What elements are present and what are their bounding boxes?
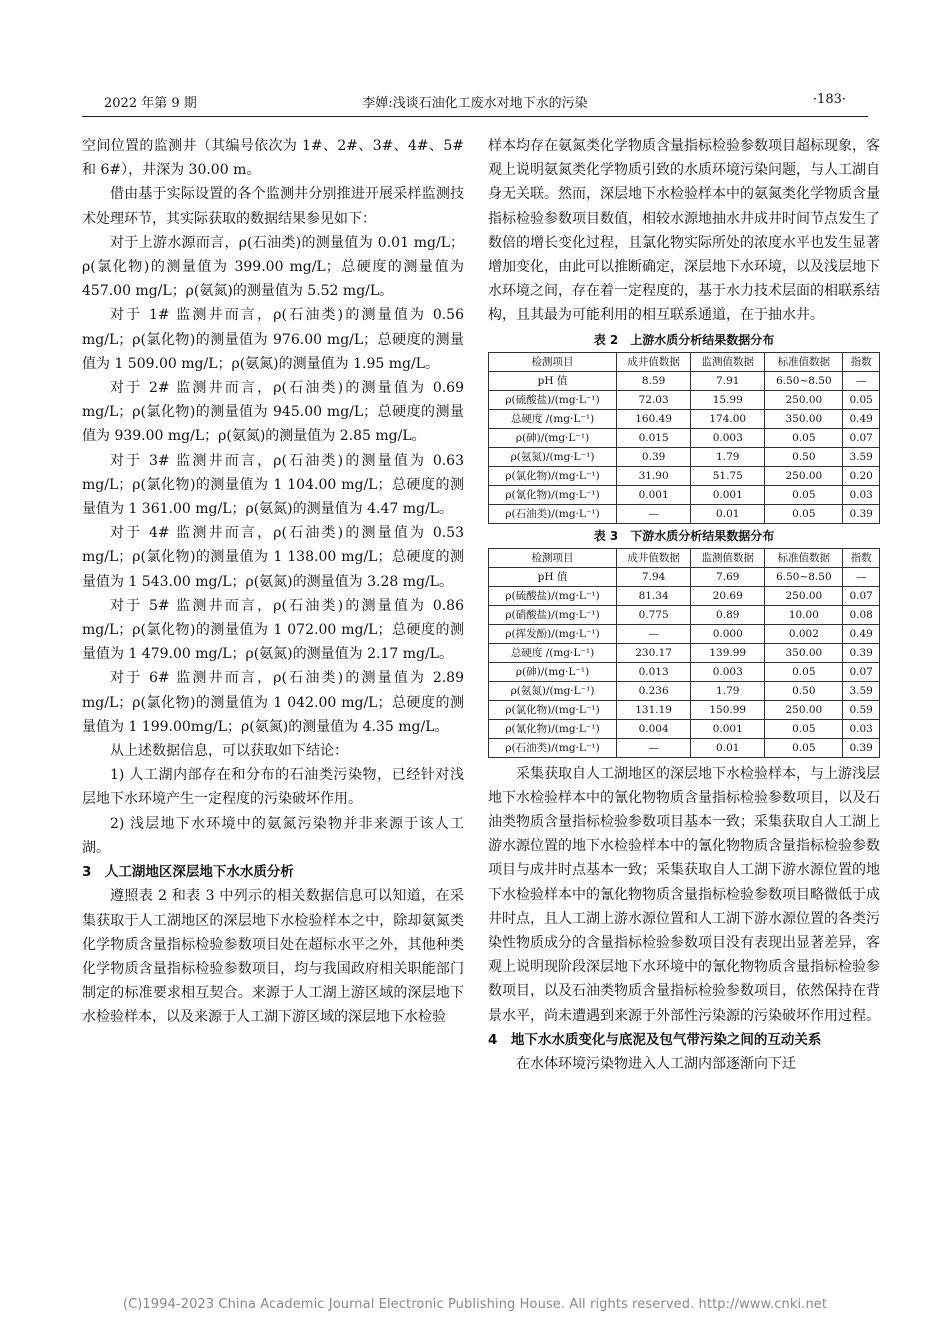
table-row (489, 447, 880, 466)
table-header-cell: 成井值数据 (617, 548, 691, 567)
table-cell: 250.00 (765, 390, 843, 409)
table-cell: 131.19 (617, 700, 691, 719)
table-cell: 0.236 (617, 681, 691, 700)
paragraph: 从上述数据信息，可以获取如下结论： (110, 743, 348, 760)
table-cell: 31.90 (617, 466, 691, 485)
table-cell: 0.05 (765, 504, 843, 523)
paragraph: 对于 2# 监测井而言，ρ(石油类)的测量值为 0.69 mg/L；ρ(氯化物)的测量值为 945.00 mg/L；总硬度的测量值为 939.00 mg/L；ρ(氨氮)的测量值为 2.85 mg/L。 (82, 380, 464, 445)
table-cell: 51.75 (691, 466, 765, 485)
table-cell: pH 值 (489, 567, 617, 586)
table-cell: ρ(石油类)/(mg·L⁻¹) (489, 504, 617, 523)
paragraph: 在水体环境污染物进入人工湖内部逐渐向下迁 (516, 1056, 796, 1073)
table-row (489, 681, 880, 700)
table-cell: 总硬度 /(mg·L⁻¹) (489, 643, 617, 662)
table-cell: ρ(砷)/(mg·L⁻¹) (489, 428, 617, 447)
table-row (489, 466, 880, 485)
table-cell: 0.08 (843, 605, 880, 624)
table-cell: 总硬度 /(mg·L⁻¹) (489, 409, 617, 428)
table-cell: — (617, 738, 691, 757)
table-row (489, 624, 880, 643)
table-cell: 0.001 (691, 485, 765, 504)
table-cell: 0.49 (843, 624, 880, 643)
table-row (489, 738, 880, 757)
table-cell: 0.013 (617, 662, 691, 681)
table-cell: 0.39 (843, 504, 880, 523)
article-running-title: 李婵:浅谈石油化工废水对地下水的污染 (362, 96, 588, 111)
header-rule (82, 116, 868, 117)
table-row (489, 719, 880, 738)
table-header-cell: 成井值数据 (617, 352, 691, 371)
table-cell: 0.05 (765, 738, 843, 757)
paragraph: 遵照表 2 和表 3 中列示的相关数据信息可以知道，在采集获取于人工湖地区的深层地下水检验样本之中，除却氨氮类化学物质含量指标检验参数项目处在超标水平之外，其他种类化学物质含量指标检验参数项目，均与我国政府相关职能部门制定的标准要求相互契合。来源于人工湖上游区域的深层地下水检验样本，以及来源于人工湖下游区域的深层地下水检验 (82, 888, 464, 1026)
table-cell: — (843, 371, 880, 390)
table-cell: 0.50 (765, 681, 843, 700)
paragraph: 对于 4# 监测井而言，ρ(石油类)的测量值为 0.53 mg/L；ρ(氯化物)的测量值为 1 138.00 mg/L；总硬度的测量值为 1 543.00 mg/L；ρ(氨氮)的测量值为 3.28 mg/L。 (82, 525, 464, 590)
table-row (489, 371, 880, 390)
table-header-cell: 检测项目 (489, 352, 617, 371)
table-row (489, 700, 880, 719)
table-cell: 0.20 (843, 466, 880, 485)
table-cell: 3.59 (843, 447, 880, 466)
table-row (489, 485, 880, 504)
table-cell: 0.07 (843, 586, 880, 605)
table-cell: 174.00 (691, 409, 765, 428)
table-cell: ρ(氯化物)/(mg·L⁻¹) (489, 700, 617, 719)
table-cell: 0.05 (765, 428, 843, 447)
table-header-cell: 指数 (843, 548, 880, 567)
table-caption: 表 2 上游水质分析结果数据分布 (593, 332, 775, 347)
table-cell: 0.003 (691, 428, 765, 447)
table-row (489, 390, 880, 409)
table-cell: 0.39 (843, 738, 880, 757)
table-cell: — (843, 567, 880, 586)
table-cell: 0.05 (843, 390, 880, 409)
table-header-cell: 监测值数据 (691, 352, 765, 371)
table-cell: 81.34 (617, 586, 691, 605)
table-cell: 3.59 (843, 681, 880, 700)
table-cell: 7.91 (691, 371, 765, 390)
table-header-cell: 指数 (843, 352, 880, 371)
paragraph: 采集获取自人工湖地区的深层地下水检验样本，与上游浅层地下水检验样本中的氰化物物质含量指标检验参数项目，以及石油类物质含量指标检验参数项目基本一致；采集获取自人工湖上游水源位置的地下水检验样本中的氰化物物质含量指标检验参数项目与成井时点基本一致；采集获取自人工湖下游水源位置的地下水检验样本中的氰化物物质含量指标检验参数项目略微低于成井时点，且人工湖上游水源位置和人工湖下游水源位置的各类污染性物质成分的含量指标检验参数项目没有表现出显著差异，客观上说明现阶段深层地下水环境中的氰化物物质含量指标检验参数项目，以及石油类物质含量指标检验参数项目，依然保持在背景水平，尚未遭遇到来源于外部性污染源的污染破坏作用过程。 (488, 765, 880, 1024)
table-row (489, 409, 880, 428)
table-cell: 0.07 (843, 662, 880, 681)
table-row (489, 662, 880, 681)
table-header-cell: 检测项目 (489, 548, 617, 567)
table-header-row (489, 352, 880, 371)
table-cell: ρ(氨氮)/(mg·L⁻¹) (489, 447, 617, 466)
table-cell: 0.39 (843, 643, 880, 662)
table-cell: ρ(挥发酚)/(mg·L⁻¹) (489, 624, 617, 643)
table-cell: 250.00 (765, 466, 843, 485)
table-cell: 250.00 (765, 586, 843, 605)
conclusion-item: 2) 浅层地下水环境中的氨氮污染物并非来源于该人工湖。 (82, 815, 464, 856)
table-cell: 0.03 (843, 719, 880, 738)
table-cell: ρ(氰化物)/(mg·L⁻¹) (489, 485, 617, 504)
paragraph: 借由基于实际设置的各个监测井分别推进开展采样监测技术处理环节，其实际获取的数据结果参见如下： (82, 186, 464, 227)
table-cell: 0.05 (765, 719, 843, 738)
table-cell: 230.17 (617, 643, 691, 662)
table-header-cell: 监测值数据 (691, 548, 765, 567)
table-row (489, 428, 880, 447)
table-row (489, 586, 880, 605)
table-cell: 20.69 (691, 586, 765, 605)
table-cell: pH 值 (489, 371, 617, 390)
table-cell: 7.69 (691, 567, 765, 586)
conclusion-item: 1) 人工湖内部存在和分布的石油类污染物，已经针对浅层地下水环境产生一定程度的污染破坏作用。 (82, 767, 464, 808)
page-number: ·183· (812, 92, 846, 107)
table-cell: 0.015 (617, 428, 691, 447)
table-row (489, 605, 880, 624)
table-row (489, 504, 880, 523)
table-row (489, 567, 880, 586)
table-cell: 0.01 (691, 738, 765, 757)
table-cell: 6.50~8.50 (765, 371, 843, 390)
table-cell: 0.000 (691, 624, 765, 643)
table-cell: 0.004 (617, 719, 691, 738)
table-cell: ρ(砷)/(mg·L⁻¹) (489, 662, 617, 681)
running-header (82, 92, 868, 114)
table-cell: 0.49 (843, 409, 880, 428)
paragraph: 对于 6# 监测井而言，ρ(石油类)的测量值为 2.89 mg/L；ρ(氯化物)的测量值为 1 042.00 mg/L；总硬度的测量值为 1 199.00mg/L；ρ(氨氮)的测量值为 4.35 mg/L。 (82, 670, 464, 735)
table-cell: 160.49 (617, 409, 691, 428)
table-cell: 72.03 (617, 390, 691, 409)
table-cell: 350.00 (765, 643, 843, 662)
table-header-cell: 标准值数据 (765, 352, 843, 371)
table-cell: 10.00 (765, 605, 843, 624)
table-cell: 0.001 (691, 719, 765, 738)
table-cell: 0.01 (691, 504, 765, 523)
table-header-cell: 标准值数据 (765, 548, 843, 567)
table-cell: 139.99 (691, 643, 765, 662)
table-cell: 0.50 (765, 447, 843, 466)
table-cell: 15.99 (691, 390, 765, 409)
table-cell: ρ(硫酸盐)/(mg·L⁻¹) (489, 586, 617, 605)
table-cell: ρ(硝酸盐)/(mg·L⁻¹) (489, 605, 617, 624)
table-cell: 0.89 (691, 605, 765, 624)
table-cell: 7.94 (617, 567, 691, 586)
section-heading: 4 地下水水质变化与底泥及包气带污染之间的互动关系 (488, 1031, 822, 1048)
table-cell: 8.59 (617, 371, 691, 390)
table-caption: 表 3 下游水质分析结果数据分布 (593, 528, 775, 543)
table-cell: 0.05 (765, 662, 843, 681)
table-cell: ρ(氯化物)/(mg·L⁻¹) (489, 466, 617, 485)
table-upstream (488, 352, 880, 524)
table-cell: 0.39 (617, 447, 691, 466)
table-cell: 0.002 (765, 624, 843, 643)
table-cell: 6.50~8.50 (765, 567, 843, 586)
paragraph: 样本均存在氨氮类化学物质含量指标检验参数项目超标现象，客观上说明氨氮类化学物质引致的水质环境污染问题，与人工湖自身无关联。然而，深层地下水检验样本中的氨氮类化学物质含量指标检验参数项目数值，相较水源地抽水井成井时间节点发生了数倍的增长变化过程，且氯化物实际所处的浓度水平也发生显著增加变化，由此可以推断确定，深层地下水环境，以及浅层地下水环境之间，存在着一定程度的，基于水力技术层面的相联系结构，且其最为可能利用的相互联系通道，在于抽水井。 (488, 138, 880, 324)
table-cell: 0.03 (843, 485, 880, 504)
table-downstream (488, 548, 880, 758)
table-cell: 0.07 (843, 428, 880, 447)
journal-issue: 2022 年第 9 期 (104, 96, 197, 111)
table-cell: 0.59 (843, 700, 880, 719)
table-cell: — (617, 624, 691, 643)
table-cell: 1.79 (691, 447, 765, 466)
table-header-row (489, 548, 880, 567)
table-cell: 0.003 (691, 662, 765, 681)
paragraph: 对于 3# 监测井而言，ρ(石油类)的测量值为 0.63 mg/L；ρ(氯化物)的测量值为 1 104.00 mg/L；总硬度的测量值为 1 361.00 mg/L；ρ(氨氮)的测量值为 4.47 mg/L。 (82, 452, 464, 518)
table-cell: ρ(石油类)/(mg·L⁻¹) (489, 738, 617, 757)
table-cell: 150.99 (691, 700, 765, 719)
table-cell: 0.001 (617, 485, 691, 504)
table-cell: 0.775 (617, 605, 691, 624)
paragraph: 对于上游水源而言，ρ(石油类)的测量值为 0.01 mg/L；ρ(氯化物)的测量值为 399.00 mg/L；总硬度的测量值为 457.00 mg/L；ρ(氨氮)的测量值为 5.52 mg/L。 (82, 234, 464, 300)
paragraph: 对于 1# 监测井而言，ρ(石油类)的测量值为 0.56 mg/L；ρ(氯化物)的测量值为 976.00 mg/L；总硬度的测量值为 1 509.00 mg/L；ρ(氨氮)的测量值为 1.95 mg/L。 (82, 307, 464, 372)
right-column (488, 134, 880, 1076)
paragraph: 空间位置的监测井（其编号依次为 1#、2#、3#、4#、5# 和 6#），井深为 30.00 m。 (82, 138, 464, 179)
table-cell: 0.05 (765, 485, 843, 504)
table-cell: 350.00 (765, 409, 843, 428)
left-column (82, 134, 464, 1030)
table-cell: ρ(氰化物)/(mg·L⁻¹) (489, 719, 617, 738)
section-heading: 3 人工湖地区深层地下水水质分析 (82, 864, 294, 881)
copyright-footer: (C)1994-2023 China Academic Journal Electronic Publishing House. All rights reserved. http://www.cnki.net (122, 1297, 828, 1312)
paragraph: 对于 5# 监测井而言，ρ(石油类)的测量值为 0.86 mg/L；ρ(氯化物)的测量值为 1 072.00 mg/L；总硬度的测量值为 1 479.00 mg/L；ρ(氨氮)的测量值为 2.17 mg/L。 (82, 597, 464, 663)
table-row (489, 643, 880, 662)
table-cell: ρ(硫酸盐)/(mg·L⁻¹) (489, 390, 617, 409)
table-cell: 250.00 (765, 700, 843, 719)
table-cell: ρ(氨氮)/(mg·L⁻¹) (489, 681, 617, 700)
table-cell: 1.79 (691, 681, 765, 700)
table-cell: — (617, 504, 691, 523)
